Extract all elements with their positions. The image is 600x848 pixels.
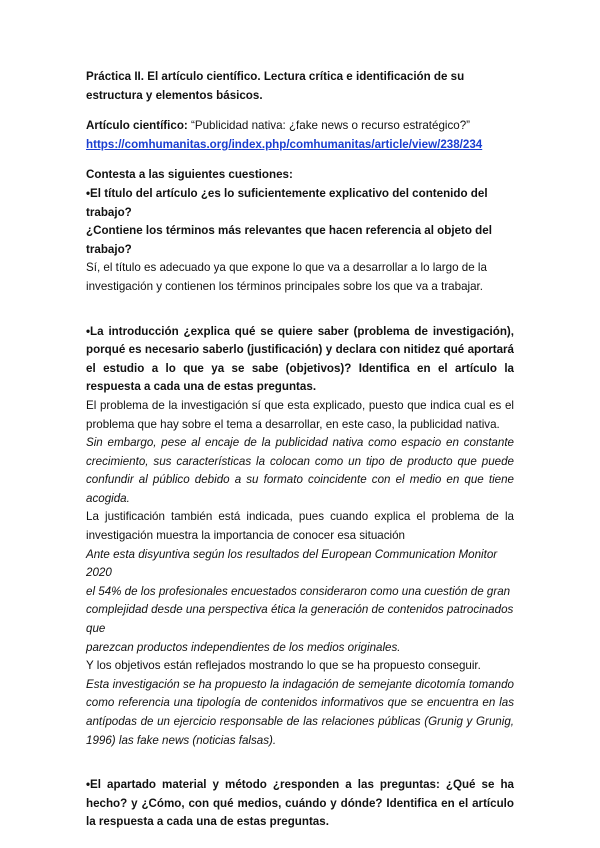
document-title: Práctica II. El artículo científico. Lectura crítica e identificación de su estructura y elementos básicos. bbox=[86, 70, 465, 102]
article-reference bbox=[86, 117, 514, 136]
quote-2-justification-line-2: el 54% de los profesionales encuestados consideraron como una cuestión de gran bbox=[86, 584, 511, 598]
question-3: •El apartado material y método ¿responden a las preguntas: ¿Qué se ha hecho? y ¿Cómo, con qué medios, cuándo y dónde? Identifica en el artículo la respuesta a cada una de estas preguntas. bbox=[86, 778, 514, 829]
article-url-link[interactable]: https://comhumanitas.org/index.php/comhumanitas/article/view/238/234 bbox=[86, 137, 483, 151]
article-name: “Publicidad nativa: ¿fake news o recurso estratégico?” bbox=[191, 119, 471, 133]
article-label: Artículo científico: bbox=[86, 119, 188, 133]
question-2: •La introducción ¿explica qué se quiere saber (problema de investigación), porqué es necesario saberlo (justificación) y declara con nitidez qué aportará el estudio a lo que ya se sabe (objetivos)? Identifica en el artículo la respuesta a cada una de estas preguntas. bbox=[86, 324, 514, 394]
article-link-line bbox=[86, 136, 514, 155]
question-1a: •El título del artículo ¿es lo suficientemente explicativo del contenido del trabajo? bbox=[86, 186, 488, 219]
quote-2-problem: Sin embargo, pese al encaje de la publicidad nativa como espacio en constante crecimiento, sus características la colocan como un tipo de producto que puede confundir al público debido a su formato coincidente con el medio en que tiene acogida. bbox=[86, 436, 514, 505]
answer-2-objectives: Y los objetivos están reflejados mostrando lo que se ha propuesto conseguir. bbox=[86, 659, 481, 673]
quote-2-justification-line-3: complejidad desde una perspectiva ética la generación de contenidos patrocinados que bbox=[86, 603, 514, 636]
quote-2-justification-line-1: Ante esta disyuntiva según los resultados del European Communication Monitor 2020 bbox=[86, 547, 498, 580]
instructions-heading: Contesta a las siguientes cuestiones: bbox=[86, 168, 293, 182]
question-1b: ¿Contiene los términos más relevantes que hacen referencia al objeto del trabajo? bbox=[86, 224, 492, 256]
quote-2-justification-line-4: parezcan productos independientes de los medios originales. bbox=[86, 640, 401, 654]
answer-2-problem: El problema de la investigación sí que esta explicado, puesto que indica cual es el problema que hay sobre el tema a desarrollar, en este caso, la publicidad nativa. bbox=[86, 398, 514, 431]
answer-1: Sí, el título es adecuado ya que expone lo que va a desarrollar a lo largo de la investigación y contienen los términos principales sobre los que va a trabajar. bbox=[86, 261, 487, 293]
answer-2-justification: La justificación también está indicada, pues cuando explica el problema de la investigación muestra la importancia de conocer esa situación bbox=[86, 510, 514, 543]
quote-2-objectives: Esta investigación se ha propuesto la indagación de semejante dicotomía tomando como referencia una tipología de contenidos informativos que se encuentra en las antípodas de un ejercicio responsable de las relaciones públicas (Grunig y Grunig, 1996) las fake news (noticias falsas). bbox=[86, 677, 514, 747]
